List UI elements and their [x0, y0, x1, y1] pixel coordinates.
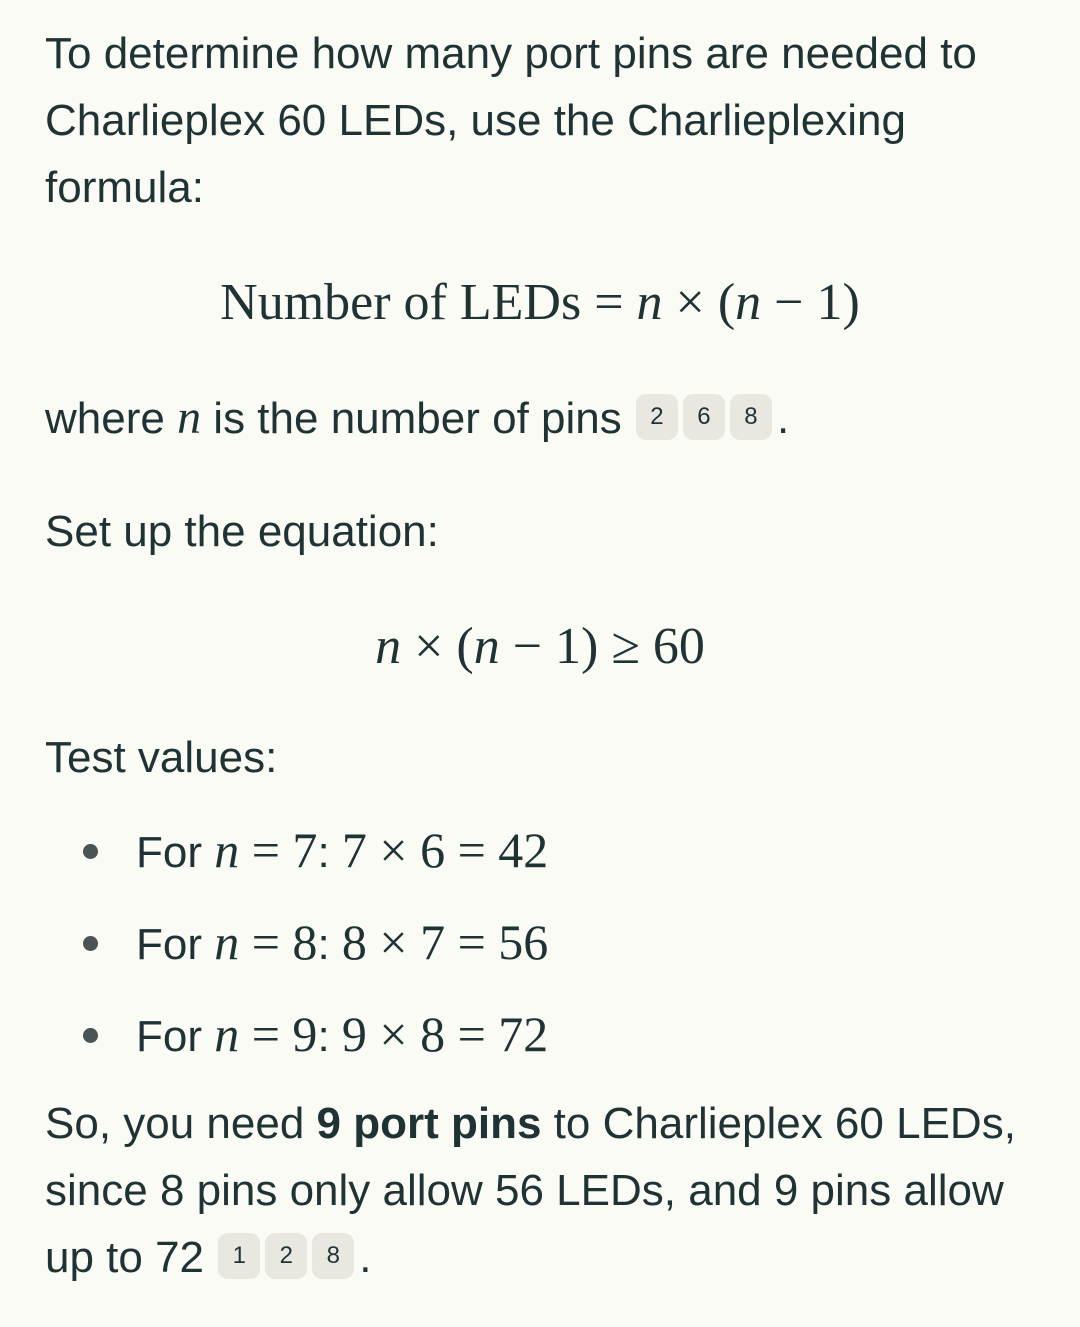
item-prefix: For [136, 1012, 215, 1061]
bullet-icon [83, 844, 98, 859]
test-heading-text: Test values: [45, 733, 278, 782]
item-var: n [214, 1006, 240, 1062]
item-var: n [214, 914, 240, 970]
intro-text: To determine how many port pins are needed to Charlieplex 60 LEDs, use the Charlieplexing formula: [45, 29, 977, 212]
conclusion-suffix: to Charlieplex 60 LEDs, since 8 pins only allow 56 LEDs, and 9 pins allow up to 72 [45, 1099, 1016, 1282]
conclusion-prefix: So, you need [45, 1099, 317, 1148]
citation-badge[interactable]: 1 [218, 1233, 260, 1279]
item-eq: = 7 [239, 822, 318, 878]
inequality-var-n: n [375, 618, 402, 675]
formula-var-n2: n [735, 274, 762, 331]
test-values-list [0, 810, 1080, 1086]
citation-badge[interactable]: 8 [312, 1233, 354, 1279]
citation-badge[interactable]: 2 [636, 394, 678, 440]
intro-paragraph [45, 20, 1035, 221]
inequality-display [0, 612, 1080, 682]
item-var: n [214, 822, 240, 878]
item-prefix: For [136, 828, 215, 877]
formula-lhs: Number of LEDs [220, 274, 582, 331]
where-suffix: is the number of pins [201, 394, 622, 443]
formula-var-n: n [636, 274, 663, 331]
list-item [0, 902, 1080, 994]
formula-display [0, 268, 1080, 338]
item-prefix: For [136, 920, 215, 969]
test-heading [45, 724, 1035, 791]
inequality-var-n2: n [473, 618, 500, 675]
setup-paragraph [45, 498, 1035, 565]
conclusion-period: . [359, 1233, 372, 1282]
item-colon: : [317, 1012, 342, 1061]
bullet-icon [83, 936, 98, 951]
formula-tail: − 1) [761, 274, 860, 331]
where-period: . [776, 394, 790, 443]
item-eq: = 9 [239, 1006, 318, 1062]
item-colon: : [317, 828, 342, 877]
item-calc: 9 × 8 = 72 [341, 1006, 549, 1062]
setup-text: Set up the equation: [45, 507, 439, 556]
bullet-icon [83, 1028, 98, 1043]
inequality-tail: − 1) ≥ 60 [499, 618, 705, 675]
conclusion-bold: 9 port pins [316, 1099, 542, 1148]
list-item [0, 994, 1080, 1086]
inequality-op: × ( [401, 618, 474, 675]
citation-badge[interactable]: 6 [683, 394, 725, 440]
where-var: n [177, 391, 202, 444]
where-paragraph [45, 384, 1035, 452]
item-colon: : [317, 920, 342, 969]
citation-badge[interactable]: 2 [265, 1233, 307, 1279]
list-item [0, 810, 1080, 902]
formula-equals: = [594, 274, 637, 331]
citation-badge[interactable]: 8 [730, 394, 772, 440]
item-eq: = 8 [239, 914, 318, 970]
conclusion-paragraph [45, 1090, 1035, 1291]
formula-op: × ( [662, 274, 736, 331]
where-prefix: where [45, 394, 178, 443]
item-calc: 7 × 6 = 42 [341, 822, 549, 878]
item-calc: 8 × 7 = 56 [341, 914, 549, 970]
